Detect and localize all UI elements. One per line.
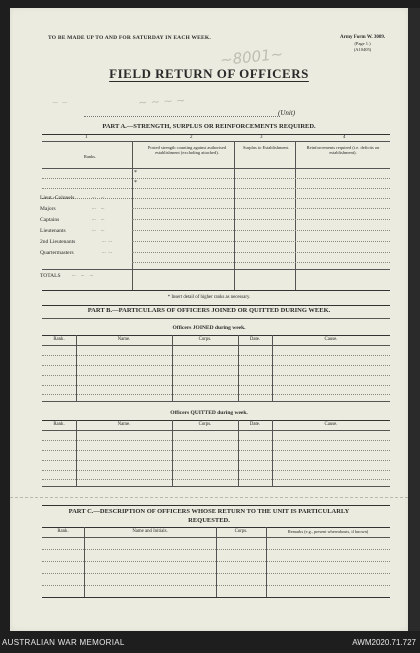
joined-vline bbox=[76, 335, 77, 401]
part-c-col-corps: Corps. bbox=[234, 529, 248, 534]
joined-col-cause: Cause. bbox=[324, 337, 338, 342]
part-a-top-rule bbox=[42, 134, 390, 135]
pencil-mark-number: ~8001~ bbox=[219, 44, 285, 70]
part-b-title-rule bbox=[42, 318, 390, 319]
row-rule bbox=[42, 460, 390, 461]
pencil-mark-note: ~ ~ bbox=[52, 98, 68, 107]
row-rule bbox=[42, 450, 390, 451]
col-header-surplus: Surplus to Establishment. bbox=[242, 145, 290, 150]
col-number-2: 2 bbox=[190, 135, 193, 140]
leader-dots: ... ... bbox=[102, 250, 112, 255]
rank-2nd-lieutenants: 2nd Lieutenants bbox=[40, 239, 76, 245]
row-rule bbox=[132, 208, 390, 209]
insert-rank-star-2: * bbox=[134, 180, 137, 186]
quitted-col-rank: Rank. bbox=[53, 422, 65, 427]
quitted-header-rule bbox=[42, 430, 390, 431]
row-rule bbox=[132, 241, 390, 242]
col-number-3: 3 bbox=[260, 135, 263, 140]
part-c-col-rank: Rank. bbox=[57, 529, 69, 534]
rank-lieutenants: Lieutenants bbox=[40, 228, 66, 234]
part-c-vline bbox=[216, 527, 217, 597]
part-c-top-rule bbox=[42, 505, 390, 506]
totals-rule bbox=[42, 269, 390, 270]
quitted-vline bbox=[172, 420, 173, 486]
quitted-top-rule bbox=[42, 420, 390, 421]
col-header-reinforcements: Reinforcements required (i.e. deficits on establishment). bbox=[306, 145, 380, 156]
joined-top-rule bbox=[42, 335, 390, 336]
part-a-title: PART A.—STRENGTH, SURPLUS OR REINFORCEMENTS REQUIRED. bbox=[102, 123, 316, 130]
pencil-mark-unit: ~ ~ ~ ~ bbox=[137, 93, 186, 110]
leader-dots: ... ... bbox=[92, 206, 105, 211]
part-c-col-name: Name and Initials. bbox=[132, 529, 168, 534]
joined-col-name: Name. bbox=[117, 337, 131, 342]
part-b-title: PART B.—PARTICULARS OF OFFICERS JOINED OR QUITTED DURING WEEK. bbox=[87, 307, 331, 314]
row-rule bbox=[42, 178, 390, 179]
form-number: Army Form W. 3009. bbox=[340, 35, 386, 40]
part-a-vline-2 bbox=[234, 141, 235, 290]
quitted-vline bbox=[76, 420, 77, 486]
row-rule bbox=[42, 479, 390, 480]
row-rule bbox=[132, 230, 390, 231]
part-c-title-line2: REQUESTED. bbox=[188, 517, 230, 524]
form-page: (Page 1.) bbox=[354, 41, 371, 46]
leader-dots: ... ... ... bbox=[72, 273, 94, 278]
rank-majors: Majors bbox=[40, 206, 56, 212]
part-a-vline-1 bbox=[132, 141, 133, 290]
part-c-vline bbox=[84, 527, 85, 597]
joined-title: Officers JOINED during week. bbox=[172, 325, 246, 331]
footer-institution: AUSTRALIAN WAR MEMORIAL bbox=[2, 638, 125, 647]
part-c-title-line1: PART C.—DESCRIPTION OF OFFICERS WHOSE RETURN TO THE UNIT IS PARTICULARLY bbox=[68, 508, 350, 515]
part-a-footnote: * Insert detail of higher ranks as necessary. bbox=[167, 295, 251, 300]
quitted-bottom-rule bbox=[42, 486, 390, 487]
part-a-colnum-rule bbox=[42, 141, 390, 142]
totals-label: TOTALS bbox=[40, 273, 61, 279]
joined-bottom-rule bbox=[42, 401, 390, 402]
leader-dots: ... ... bbox=[92, 195, 105, 200]
quitted-vline bbox=[238, 420, 239, 486]
col-number-1: 1 bbox=[85, 135, 88, 140]
row-rule bbox=[132, 262, 390, 263]
form-sheet bbox=[10, 8, 408, 631]
row-rule bbox=[42, 365, 390, 366]
part-c-vline bbox=[266, 527, 267, 597]
footer-accession-number: AWM2020.71.727 bbox=[352, 638, 416, 647]
row-rule bbox=[42, 375, 390, 376]
row-rule bbox=[132, 219, 390, 220]
row-rule bbox=[132, 252, 390, 253]
quitted-vline bbox=[272, 420, 273, 486]
joined-vline bbox=[272, 335, 273, 401]
joined-col-corps: Corps. bbox=[198, 337, 212, 342]
joined-header-rule bbox=[42, 345, 390, 346]
form-number-block bbox=[340, 35, 385, 53]
row-rule bbox=[42, 188, 390, 189]
rank-quartermasters: Quartermasters bbox=[40, 250, 74, 256]
part-b-top-rule bbox=[42, 305, 390, 306]
quitted-col-corps: Corps. bbox=[198, 422, 212, 427]
part-a-vline-3 bbox=[295, 141, 296, 290]
joined-col-date: Date. bbox=[249, 337, 261, 342]
quitted-title: Officers QUITTED during week. bbox=[170, 410, 248, 416]
joined-vline bbox=[238, 335, 239, 401]
col-header-posted: Posted strength counting against authorised establishment (excluding attached). bbox=[147, 145, 227, 156]
header-instruction: TO BE MADE UP TO AND FOR SATURDAY IN EACH WEEK. bbox=[48, 35, 211, 41]
insert-rank-star-1: * bbox=[134, 170, 137, 176]
part-a-header-rule bbox=[42, 168, 390, 169]
col-number-4: 4 bbox=[343, 135, 346, 140]
row-rule bbox=[42, 394, 390, 395]
rank-lieut-colonels: Lieut.-Colonels bbox=[40, 195, 75, 201]
scan-edge bbox=[408, 8, 420, 631]
unit-line bbox=[84, 116, 280, 117]
leader-dots: ... ... bbox=[92, 217, 105, 222]
row-rule bbox=[42, 440, 390, 441]
rank-captains: Captains bbox=[40, 217, 60, 223]
row-rule bbox=[42, 355, 390, 356]
quitted-col-cause: Cause. bbox=[324, 422, 338, 427]
joined-vline bbox=[172, 335, 173, 401]
quitted-col-date: Date. bbox=[249, 422, 261, 427]
col-header-ranks: Ranks. bbox=[83, 154, 97, 159]
form-code: (A10405) bbox=[353, 47, 372, 52]
part-a-bottom-rule bbox=[42, 290, 390, 291]
unit-label: (Unit) bbox=[278, 109, 296, 117]
row-rule bbox=[42, 470, 390, 471]
part-c-bottom-rule bbox=[42, 597, 390, 598]
paper-fold bbox=[10, 497, 408, 498]
row-rule bbox=[42, 385, 390, 386]
leader-dots: ... ... bbox=[102, 239, 112, 244]
leader-dots: ... ... bbox=[92, 228, 105, 233]
quitted-col-name: Name. bbox=[117, 422, 131, 427]
part-c-col-remarks: Remarks (e.g., present whereabouts, if known) bbox=[287, 529, 369, 534]
joined-col-rank: Rank. bbox=[53, 337, 65, 342]
form-title: FIELD RETURN OF OFFICERS bbox=[109, 66, 309, 81]
